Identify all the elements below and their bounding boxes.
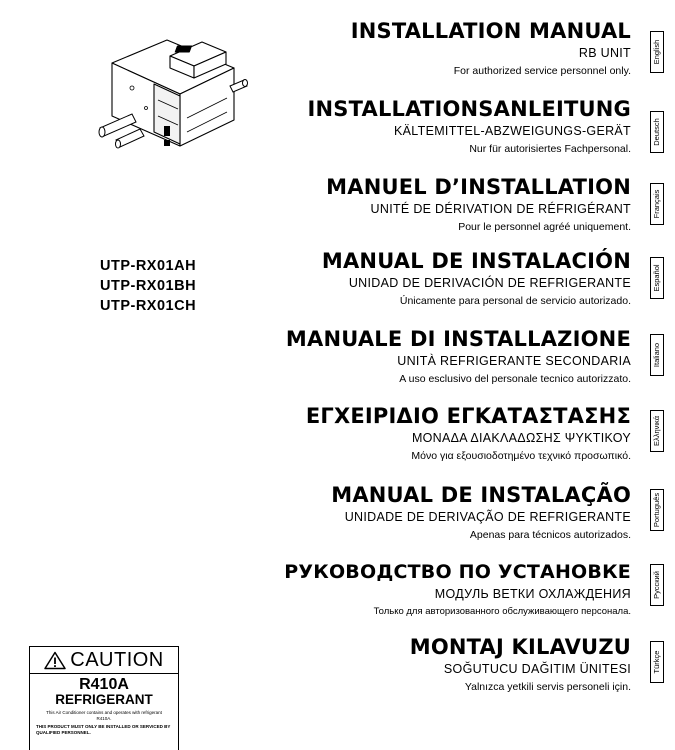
caution-header [30, 647, 178, 674]
section-unit: МОДУЛЬ ВЕТКИ ОХЛАЖДЕНИЯ [434, 587, 631, 601]
rb-unit-illustration [92, 28, 252, 168]
refrigerant-type: R410A [79, 676, 129, 693]
section-title: MANUEL D’INSTALLATION [326, 175, 631, 199]
section-unit: KÄLTEMITTEL-ABZWEIGUNGS-GERÄT [394, 124, 631, 138]
caution-text-1: This Air Conditioner contains and operates with refrigerant R410A. [46, 710, 162, 721]
section-spanish [322, 249, 631, 308]
language-tab-english[interactable] [650, 31, 664, 73]
language-tab-greek[interactable] [650, 410, 664, 452]
tab-label: Português [652, 492, 661, 528]
section-english [351, 19, 631, 78]
section-note: Únicamente para personal de servicio autorizado. [399, 295, 631, 307]
section-note: A uso esclusivo del personale tecnico autorizzato. [399, 373, 631, 385]
tab-label: Русский [652, 571, 661, 599]
section-title: MANUAL DE INSTALAÇÃO [331, 483, 631, 507]
section-unit: UNIDADE DE DERIVAÇÃO DE REFRIGERANTE [344, 510, 631, 524]
tab-label: Türkçe [652, 650, 661, 674]
section-german [308, 97, 632, 156]
section-turkish [410, 635, 631, 694]
warning-triangle-icon [44, 651, 66, 670]
tab-label: English [652, 39, 661, 65]
section-italian [286, 327, 631, 386]
tab-label: Ελληνικά [652, 415, 661, 447]
language-tab-italian[interactable] [650, 334, 664, 376]
section-unit: UNIDAD DE DERIVACIÓN DE REFRIGERANTE [348, 276, 631, 290]
caution-text-2: THIS PRODUCT MUST ONLY BE INSTALLED OR SERVICED BY QUALIFIED PERSONNEL. [36, 724, 171, 735]
section-note: Μόνο για εξουσιοδοτημένο τεχνικό προσωπικό. [411, 450, 631, 462]
section-note: For authorized service personnel only. [453, 65, 631, 77]
tab-label: Français [652, 189, 661, 219]
section-title: РУКОВОДСТВО ПО УСТАНОВКЕ [284, 561, 631, 583]
model-number: UTP-RX01AH [100, 258, 197, 274]
model-number: UTP-RX01CH [100, 298, 197, 314]
section-portuguese [331, 483, 631, 542]
section-title: MONTAJ KILAVUZU [409, 635, 631, 659]
section-unit: RB UNIT [578, 46, 631, 60]
section-title: INSTALLATION MANUAL [350, 19, 631, 43]
tab-label: Italiano [652, 342, 661, 368]
section-unit: ΜΟΝΑΔΑ ΔΙΑΚΛΑΔΩΣΗΣ ΨΥΚΤΙΚΟΥ [411, 431, 631, 445]
model-number: UTP-RX01BH [100, 278, 197, 294]
section-note: Yalnızca yetkili servis personeli için. [464, 681, 631, 693]
caution-heading: CAUTION [70, 649, 164, 671]
section-note: Pour le personnel agréé uniquement. [458, 221, 631, 233]
section-note: Nur für autorisiertes Fachpersonal. [469, 143, 631, 155]
language-tab-spanish[interactable] [650, 257, 664, 299]
section-title: INSTALLATIONSANLEITUNG [307, 97, 631, 121]
section-note: Apenas para técnicos autorizados. [469, 529, 631, 541]
section-title: ΕΓΧΕΙΡΙΔΙΟ ΕΓΚΑΤΑΣΤΑΣΗΣ [305, 404, 631, 428]
section-title: MANUAL DE INSTALACIÓN [321, 249, 631, 273]
refrigerant-word: REFRIGERANT [55, 692, 153, 707]
section-unit: UNITÀ REFRIGERANTE SECONDARIA [397, 354, 631, 368]
language-tab-russian[interactable] [650, 564, 664, 606]
language-tab-turkish[interactable] [650, 641, 664, 683]
language-tab-french[interactable] [650, 183, 664, 225]
section-russian [284, 560, 631, 619]
tab-label: Español [652, 264, 661, 292]
tab-label: Deutsch [652, 118, 661, 146]
language-tab-german[interactable] [650, 111, 664, 153]
section-title: MANUALE DI INSTALLAZIONE [285, 327, 631, 351]
section-note: Только для авторизованного обслуживающего персонала. [373, 606, 631, 617]
section-unit: UNITÉ DE DÉRIVATION DE RÉFRIGÉRANT [370, 202, 631, 216]
section-unit: SOĞUTUCU DAĞITIM ÜNITESI [443, 662, 631, 676]
section-greek [306, 404, 631, 463]
language-tab-portuguese[interactable] [650, 489, 664, 531]
model-list [100, 256, 196, 316]
caution-label [29, 646, 179, 750]
section-french [326, 175, 631, 234]
